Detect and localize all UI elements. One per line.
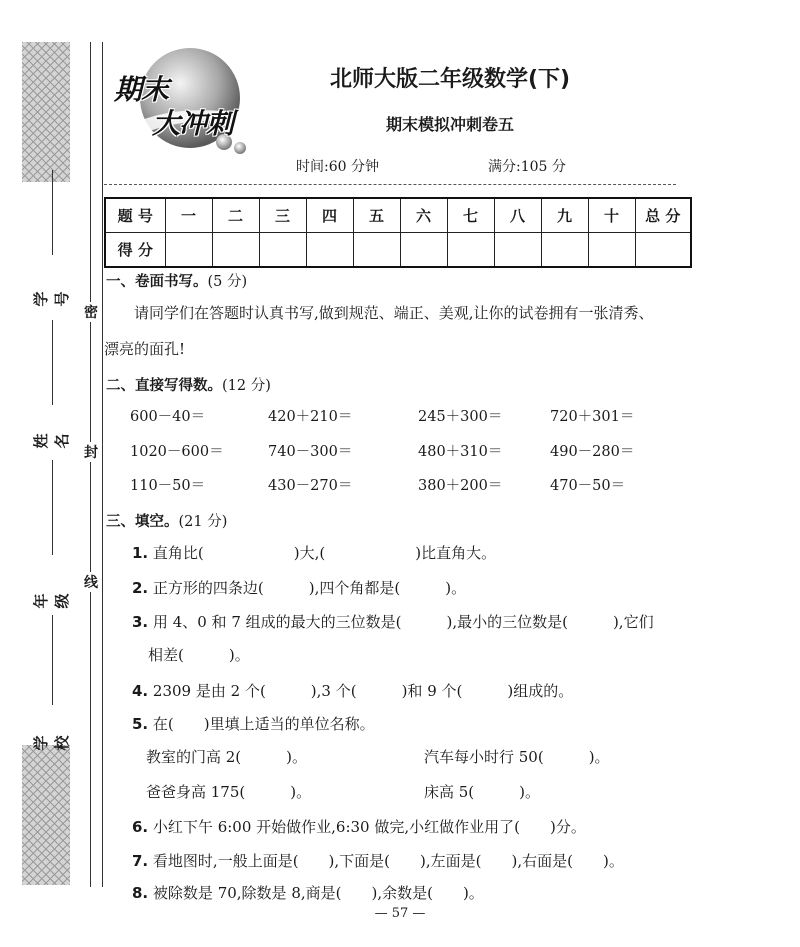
- header-divider: [104, 184, 676, 185]
- question-6: [132, 816, 586, 837]
- question-2: [132, 577, 466, 598]
- question-number: 3.: [132, 613, 149, 631]
- score-cell-total[interactable]: [635, 233, 691, 268]
- seal-char-feng: 封: [82, 442, 100, 462]
- equation: 600－40＝: [130, 409, 206, 425]
- section-1-heading: [106, 270, 247, 291]
- question-text: 2309 是由 2 个( ),3 个( )和 9 个( )组成的。: [152, 682, 574, 700]
- question-1: [132, 542, 496, 563]
- binding-hatch-top: [22, 42, 70, 182]
- question-number: 1.: [132, 544, 149, 562]
- question-number: 8.: [132, 884, 149, 902]
- question-text: 被除数是 70,除数是 8,商是( ),余数是( )。: [152, 884, 484, 902]
- question-4: [132, 680, 573, 701]
- question-7: [132, 850, 624, 871]
- student-id-line: [52, 170, 53, 255]
- question-5-item: 汽车每小时行 50( )。: [424, 748, 610, 766]
- score-cell[interactable]: [259, 233, 306, 268]
- margin-rule: [102, 42, 103, 887]
- equation: 470－50＝: [550, 478, 626, 494]
- question-text: 正方形的四条边( ),四个角都是( )。: [152, 579, 467, 597]
- binding-dash-line: [90, 42, 91, 887]
- full-score: 满分:105 分: [488, 159, 566, 175]
- section-1-line-2: 漂亮的面孔!: [104, 340, 186, 358]
- score-table-score-row: [105, 233, 691, 268]
- score-cell[interactable]: [165, 233, 212, 268]
- section-2-heading: [106, 374, 271, 395]
- question-number: 7.: [132, 852, 149, 870]
- question-text: 小红下午 6:00 开始做作业,6:30 做完,小红做作业用了( )分。: [152, 818, 586, 836]
- score-cell[interactable]: [212, 233, 259, 268]
- row-label-score: 得 分: [105, 233, 165, 268]
- grade-line: [52, 460, 53, 555]
- equation: 420＋210＝: [268, 409, 353, 425]
- question-3: [132, 611, 654, 632]
- col-header: 二: [212, 198, 259, 233]
- score-cell[interactable]: [541, 233, 588, 268]
- equation: 430－270＝: [268, 478, 353, 494]
- question-3-continuation: 相差( )。: [148, 646, 250, 664]
- equation: 1020－600＝: [130, 444, 224, 460]
- col-header: 五: [353, 198, 400, 233]
- score-cell[interactable]: [400, 233, 447, 268]
- col-header-total: 总 分: [635, 198, 691, 233]
- equation: 490－280＝: [550, 444, 635, 460]
- page-number: — 57 —: [374, 906, 426, 921]
- section-3-title: 三、填空。: [106, 514, 179, 530]
- question-text: 在( )里填上适当的单位名称。: [152, 715, 375, 733]
- question-number: 6.: [132, 818, 149, 836]
- question-text: 用 4、0 和 7 组成的最大的三位数是( ),最小的三位数是( ),它们: [152, 613, 654, 631]
- school-label: 学校: [32, 735, 71, 751]
- logo-text-2: 大冲刺: [152, 107, 234, 140]
- row-label-question: 题 号: [105, 198, 165, 233]
- name-line: [52, 320, 53, 405]
- score-cell[interactable]: [306, 233, 353, 268]
- page-subtitle: 期末模拟冲刺卷五: [385, 115, 514, 134]
- col-header: 四: [306, 198, 353, 233]
- section-1-line-1: 请同学们在答题时认真书写,做到规范、端正、美观,让你的试卷拥有一张清秀、: [134, 304, 654, 322]
- logo-text-1: 期末: [114, 73, 169, 106]
- score-table-header-row: [105, 198, 691, 233]
- section-3-points: (21 分): [178, 514, 228, 530]
- question-5-item: 爸爸身高 175( )。: [146, 783, 312, 801]
- grade-label: 年级: [32, 593, 71, 609]
- equation: 740－300＝: [268, 444, 353, 460]
- question-number: 5.: [132, 715, 149, 733]
- question-5-item: 床高 5( )。: [424, 783, 541, 801]
- col-header: 一: [165, 198, 212, 233]
- equation: 110－50＝: [130, 478, 206, 494]
- col-header: 九: [541, 198, 588, 233]
- section-1-title: 一、卷面书写。: [106, 274, 208, 290]
- time-limit: 时间:60 分钟: [296, 159, 379, 175]
- score-table: [104, 197, 692, 268]
- equation: 380＋200＝: [418, 478, 503, 494]
- seal-char-xian: 线: [82, 572, 100, 592]
- section-1-points: (5 分): [207, 274, 248, 290]
- col-header: 十: [588, 198, 635, 233]
- question-number: 2.: [132, 579, 149, 597]
- question-5: [132, 713, 375, 734]
- section-2-title: 二、直接写得数。: [106, 378, 222, 394]
- score-cell[interactable]: [588, 233, 635, 268]
- question-8: [132, 882, 484, 903]
- equation: 480＋310＝: [418, 444, 503, 460]
- binding-hatch-bottom: [22, 745, 70, 885]
- score-cell[interactable]: [447, 233, 494, 268]
- exam-sprint-logo: [112, 46, 262, 161]
- seal-char-mi: 密: [82, 302, 100, 322]
- equation: 245＋300＝: [418, 409, 503, 425]
- col-header: 八: [494, 198, 541, 233]
- score-cell[interactable]: [353, 233, 400, 268]
- section-2-points: (12 分): [222, 378, 271, 394]
- score-cell[interactable]: [494, 233, 541, 268]
- student-id-label: 学号: [32, 291, 71, 307]
- col-header: 七: [447, 198, 494, 233]
- question-text: 看地图时,一般上面是( ),下面是( ),左面是( ),右面是( )。: [152, 852, 624, 870]
- col-header: 三: [259, 198, 306, 233]
- question-number: 4.: [132, 682, 149, 700]
- question-5-item: 教室的门高 2( )。: [146, 748, 308, 766]
- question-text: 直角比( )大,( )比直角大。: [152, 544, 497, 562]
- equation: 720＋301＝: [550, 409, 635, 425]
- page-title: 北师大版二年级数学(下): [329, 67, 571, 92]
- name-label: 姓名: [32, 433, 71, 449]
- section-3-heading: [106, 510, 227, 531]
- school-line: [52, 615, 53, 705]
- col-header: 六: [400, 198, 447, 233]
